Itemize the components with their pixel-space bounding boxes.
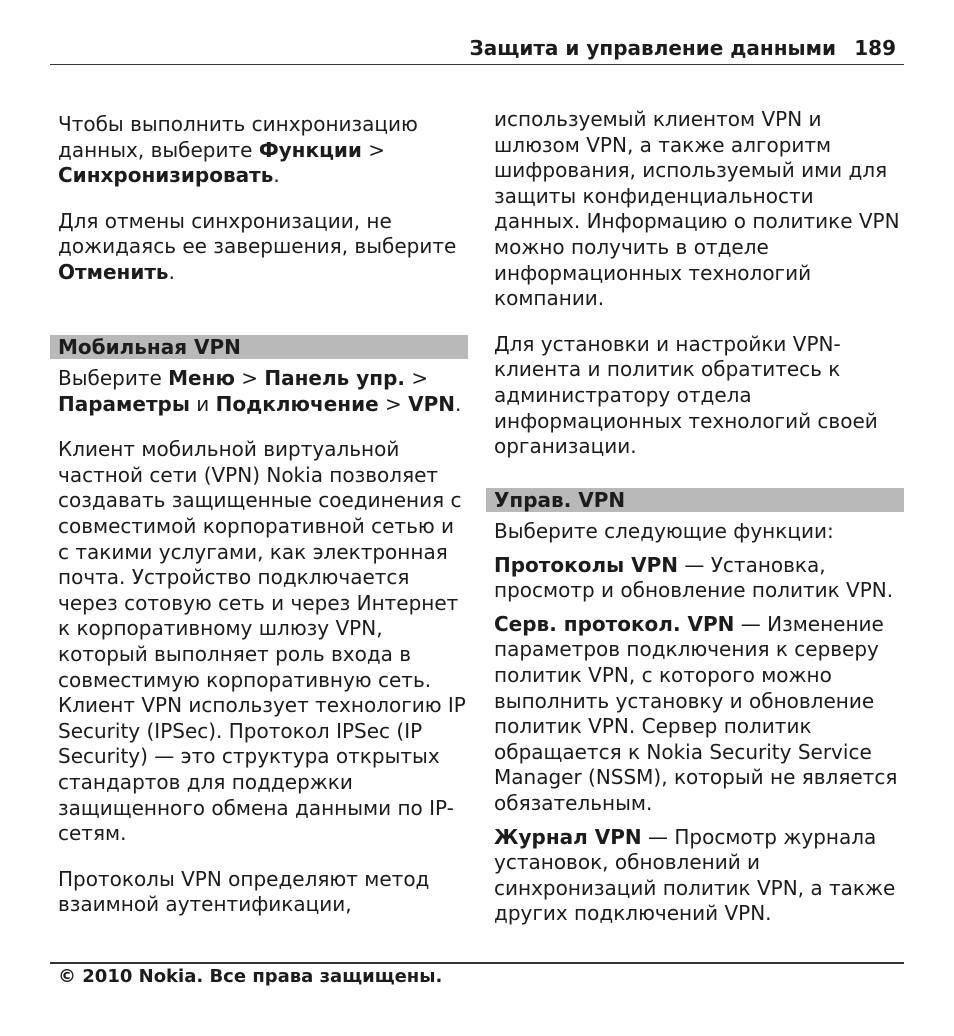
list-item-vpn-log: [494, 825, 906, 927]
text: Для отмены синхронизации, не дожидаясь ее завершения, выберите: [58, 208, 457, 259]
right-column: [494, 107, 906, 460]
menu-path-cancel: Отменить: [58, 259, 169, 284]
menu-path-connection: Подключение: [215, 391, 379, 416]
term-vpn-policy-server: Серв. протокол. VPN: [494, 611, 735, 636]
description: — Изменение параметров подключения к серверу политик VPN, с которого можно выполнить установку и обновление политик VPN. Сервер политик обращается к Nokia Security Service Manager (NSSM), который не является обязательным.: [494, 611, 898, 815]
separator: >: [234, 366, 265, 390]
menu-path-synchronize: Синхронизировать: [58, 163, 274, 188]
text: Чтобы выполнить синхронизацию данных, выберите: [58, 112, 418, 162]
footer-divider: [50, 962, 904, 964]
left-column-lower: [58, 366, 470, 918]
separator: >: [378, 391, 409, 416]
paragraph-vpn-setup: Для установки и настройки VPN-клиента и политик обратитесь к администратору отдела информационных технологий своей организации.: [494, 331, 878, 459]
menu-path-control-panel: Панель упр.: [264, 366, 406, 390]
paragraph-vpn-description: Клиент мобильной виртуальной частной сети (VPN) Nokia позволяет создавать защищенные соединения с совместимой корпоративной сетью и с такими услугами, как электронная почта. Устройство подключается через сотовую сеть и через Интернет к корпоративному шлюзу VPN, который выполняет роль входа в совместимую корпоративную сеть. Клиент VPN использует технологию IP Security (IPSec). Протокол IPSec (IP Security) — это структура открытых стандартов для поддержки защищенного обмена данными по IP-сетям.: [58, 437, 466, 846]
separator: >: [361, 137, 386, 162]
list-item-vpn-policy-server: [494, 612, 906, 817]
left-column: [58, 112, 470, 286]
page-header: [50, 36, 904, 65]
page-number: 189: [854, 36, 896, 60]
text: .: [455, 391, 462, 416]
text: .: [273, 163, 280, 188]
paragraph-select-path: [58, 366, 470, 417]
header-title: Защита и управление данными: [469, 36, 836, 60]
paragraph-vpn-protocols: Протоколы VPN определяют метод взаимной аутентификации,: [58, 866, 430, 917]
term-vpn-protocols: Протоколы VPN: [494, 552, 679, 577]
menu-path-settings: Параметры: [58, 391, 190, 416]
separator: >: [405, 366, 429, 390]
paragraph-vpn-encryption: используемый клиентом VPN и шлюзом VPN, а также алгоритм шифрования, используемый ими для защиты конфиденциальности данных. Информацию о политике VPN можно получить в отделе информационных технологий компании.: [494, 107, 900, 311]
paragraph-cancel: [58, 209, 470, 286]
paragraph-select-functions: Выберите следующие функции:: [494, 519, 834, 543]
text: .: [168, 259, 175, 284]
menu-path-vpn: VPN: [408, 391, 456, 416]
copyright-footer: © 2010 Nokia. Все права защищены.: [58, 966, 443, 987]
section-title-vpn-management: Управ. VPN: [486, 488, 904, 512]
term-vpn-log: Журнал VPN: [494, 824, 642, 849]
description: — Установка, просмотр и обновление политик VPN.: [494, 552, 894, 603]
right-column-lower: [494, 519, 906, 927]
paragraph-sync: [58, 112, 470, 189]
list-item-vpn-protocols: [494, 553, 906, 604]
section-title-mobile-vpn: Мобильная VPN: [50, 335, 468, 359]
menu-path-menu: Меню: [168, 366, 235, 390]
menu-path-functions: Функции: [258, 137, 362, 162]
description: — Просмотр журнала установок, обновлений и синхронизаций политик VPN, а также других подключений VPN.: [494, 824, 896, 926]
text: и: [189, 391, 216, 416]
text: Выберите: [58, 366, 169, 390]
